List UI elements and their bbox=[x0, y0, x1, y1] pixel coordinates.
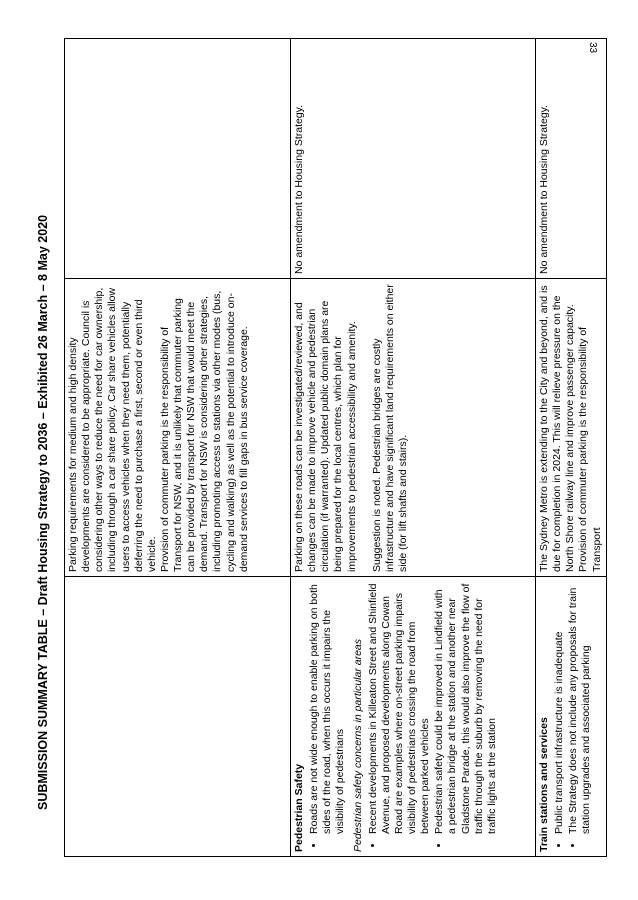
issue-sub-bullet-list bbox=[367, 581, 499, 852]
action-cell: No amendment to Housing Strategy. bbox=[291, 39, 536, 279]
response-paragraph: Parking on these roads can be investigated/reviewed, and changes can be made to improve vehicle and pedestrian circulation (if warranted). Updated public domain plans are being prepared for the local centres, which plan for improvements to pedestrian accessibility and amenity. bbox=[293, 300, 358, 572]
issue-title: Pedestrian Safety bbox=[293, 763, 305, 852]
list-item: • Roads are not wide enough to enable parking on both sides of the road, when this occurs it impairs the visibility of pedestrians bbox=[308, 581, 347, 834]
issue-title: Train stations and services bbox=[538, 717, 550, 852]
issue-subheading: Pedestrian safety concerns in particular areas bbox=[351, 638, 364, 852]
response-paragraph: Provision of commuter parking is the responsibility of Transport bbox=[577, 326, 603, 572]
response-cell bbox=[65, 279, 291, 577]
response-cell bbox=[291, 279, 536, 577]
table-row bbox=[65, 39, 291, 857]
response-paragraph: Suggestion is noted. Pedestrian bridges are costly infrastructure and have significant land requirements on either side (for lift shafts and stairs). bbox=[370, 284, 409, 572]
response-cell bbox=[536, 279, 607, 577]
issue-cell bbox=[536, 577, 607, 857]
response-paragraph: The Sydney Metro is extending to the City and beyond, and is due for completion in 2024. This will relieve pressure on the North Shore railway line and improve passenger capacity. bbox=[538, 285, 577, 572]
action-cell: No amendment to Housing Strategy. bbox=[536, 39, 607, 279]
list-item: • The Strategy does not include any proposals for train station upgrades and associated parking bbox=[567, 581, 593, 834]
list-item: • Recent developments in Killeaton Street and Shinfield Avenue, and proposed developments along Cowan Road are examples where on-street parking impairs visibility of pedestrians crossing the road from between parked vehicles bbox=[367, 581, 433, 834]
issue-cell bbox=[65, 577, 291, 857]
list-item: • Public transport infrastructure is inadequate bbox=[553, 581, 566, 834]
table-row bbox=[291, 39, 536, 857]
page-number: 33 bbox=[587, 42, 598, 54]
issue-bullet-list bbox=[553, 581, 593, 852]
action-cell bbox=[65, 39, 291, 279]
issue-bullet-list bbox=[308, 581, 347, 852]
response-paragraph: Parking requirements for medium and high density developments are considered to be appropriate. Council is considering other ways to reduce the need for car ownership, including through a car share policy. Car share vehicles allow users to access vehicles when they need them, potentially deferring the need to purchase a first, second or even third vehicle. bbox=[67, 287, 158, 572]
page-title: SUBMISSION SUMMARY TABLE – Draft Housing Strategy to 2036 – Exhibited 26 March – 8 May 2020 bbox=[36, 214, 50, 810]
list-item: • Pedestrian safety could be improved in Lindfield with a pedestrian bridge at the station and another near Gladstone Parade, this would also improve the flow of traffic through the suburb by removing the need for traffic lights at the station bbox=[433, 581, 499, 834]
submission-summary-table bbox=[64, 38, 607, 857]
table-row bbox=[536, 39, 607, 857]
response-paragraph: Provision of commuter parking is the responsibility of Transport for NSW, and it is unlikely that commuter parking can be provided by transport for NSW that would meet the demand. Transport for NSW is considering other strategies, including promoting access to stations via other modes (bus, cycling and walking) as well as the potential to introduce on-demand services to fill gaps in bus service coverage. bbox=[158, 290, 250, 572]
issue-cell bbox=[291, 577, 536, 857]
